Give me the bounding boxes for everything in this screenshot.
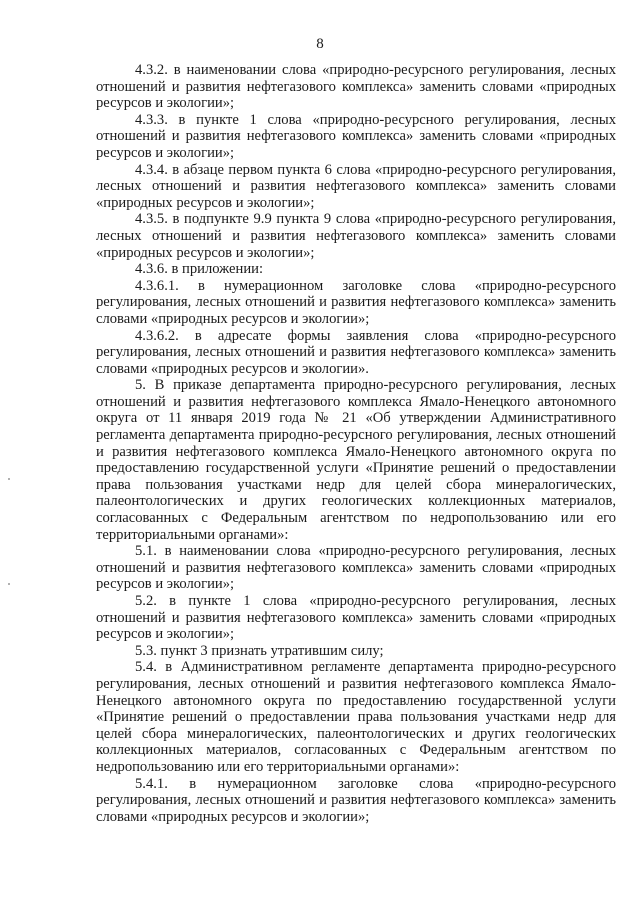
paragraph-5-4-1: 5.4.1. в нумерационном заголовке слова «природно-ресурсного регулирования, лесных отношений и развития нефтегазового комплекса» заменить словами «природных ресурсов и экологии»; xyxy=(96,775,616,825)
paragraph-4-3-4: 4.3.4. в абзаце первом пункта 6 слова «природно-ресурсного регулирования, лесных отношений и развития нефтегазового комплекса» заменить словами «природных ресурсов и экологии»; xyxy=(96,161,616,211)
paragraph-4-3-6-1: 4.3.6.1. в нумерационном заголовке слова «природно-ресурсного регулирования, лесных отношений и развития нефтегазового комплекса» заменить словами «природных ресурсов и экологии»; xyxy=(96,277,616,327)
paragraph-5-3: 5.3. пункт 3 признать утратившим силу; xyxy=(135,642,384,659)
paragraph-4-3-5: 4.3.5. в подпункте 9.9 пункта 9 слова «природно-ресурсного регулирования, лесных отношений и развития нефтегазового комплекса» заменить словами «природных ресурсов и экологии»; xyxy=(96,211,616,261)
paragraph-4-3-6-2: 4.3.6.2. в адресате формы заявления слова «природно-ресурсного регулирования, лесных отношений и развития нефтегазового комплекса» заменить словами «природных ресурсов и экологии». xyxy=(96,327,616,377)
paragraph-5: 5. В приказе департамента природно-ресурсного регулирования, лесных отношений и развития нефтегазового комплекса Ямало-Ненецкого автономного округа от 11 января 2019 года № 21 «Об утверждении Административного регламента департамента природно-ресурсного регулирования, лесных отношений и развития нефтегазового комплекса Ямало-Ненецкого автономного округа по предоставлению государственной услуги «Принятие решений о предоставлении права пользования участками недр для целей сбора минералогических, палеонтологических и других геологических коллекционных материалов, согласованных с Федеральным агентством по недропользованию или его территориальными органами»: xyxy=(96,377,616,543)
paragraph-4-3-6: 4.3.6. в приложении: xyxy=(135,261,264,278)
page-number: 8 xyxy=(316,36,324,52)
scan-mark xyxy=(8,478,10,480)
paragraph-4-3-3: 4.3.3. в пункте 1 слова «природно-ресурсного регулирования, лесных отношений и развития нефтегазового комплекса» заменить словами «природных ресурсов и экологии»; xyxy=(96,111,616,161)
paragraph-5-2: 5.2. в пункте 1 слова «природно-ресурсного регулирования, лесных отношений и развития нефтегазового комплекса» заменить словами «природных ресурсов и экологии»; xyxy=(96,593,616,643)
paragraph-5-4: 5.4. в Административном регламенте департамента природно-ресурсного регулирования, лесных отношений и развития нефтегазового комплекса Ямало-Ненецкого автономного округа по предоставлению государственной услуги «Принятие решений о предоставлении права пользования участками недр для целей сбора минералогических, палеонтологических и других геологических коллекционных материалов, согласованных с Федеральным агентством по недропользованию или его территориальными органами»: xyxy=(96,659,616,775)
paragraph-5-1: 5.1. в наименовании слова «природно-ресурсного регулирования, лесных отношений и развития нефтегазового комплекса» заменить словами «природных ресурсов и экологии»; xyxy=(96,543,616,593)
paragraph-4-3-2: 4.3.2. в наименовании слова «природно-ресурсного регулирования, лесных отношений и развития нефтегазового комплекса» заменить словами «природных ресурсов и экологии»; xyxy=(96,62,616,112)
document-body xyxy=(96,62,616,825)
scan-mark xyxy=(8,583,10,585)
